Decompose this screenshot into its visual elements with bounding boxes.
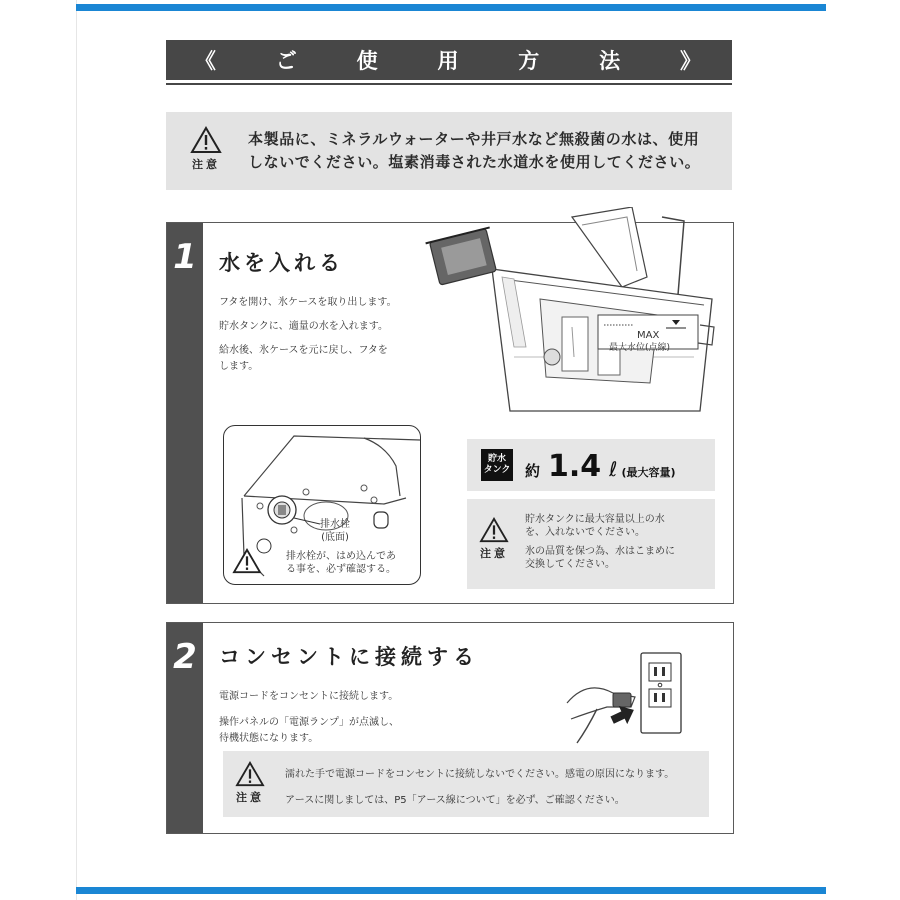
capacity-prefix: 約 xyxy=(525,462,541,480)
step-2-panel xyxy=(166,622,734,834)
tank-badge xyxy=(481,449,513,481)
caution-label: 注意 xyxy=(236,791,264,804)
page-left-rule xyxy=(76,0,77,900)
title-char: 法 xyxy=(599,49,623,73)
max-label: MAX xyxy=(637,330,660,341)
title-char: 用 xyxy=(437,49,461,73)
caution-line: る事を、必ず確認する。 xyxy=(286,564,396,575)
plug-outlet-illustration xyxy=(557,649,697,745)
step-title: 水を入れる xyxy=(219,251,344,275)
caution-line: 貯水タンクに最大容量以上の水 xyxy=(525,514,665,525)
step-number-bar xyxy=(167,623,203,833)
tank-badge-line: 貯水 xyxy=(487,454,506,464)
step-1-panel xyxy=(166,222,734,604)
drain-sub: (底面) xyxy=(321,532,349,543)
caution-line: 排水栓が、はめ込んであ xyxy=(286,551,396,562)
drain-caution xyxy=(286,550,396,576)
drain-plug-label xyxy=(320,518,350,544)
title-char: ご xyxy=(275,49,299,73)
instruction-line: フタを開け、氷ケースを取り出します。 xyxy=(219,297,397,308)
caution-line: を、入れないでください。 xyxy=(525,527,645,538)
capacity-caution xyxy=(467,499,715,589)
caution-label: 注意 xyxy=(480,547,508,560)
warning-triangle-icon xyxy=(479,517,509,543)
drain-plug-inset xyxy=(223,425,421,585)
notice-line: 本製品に、ミネラルウォーターや井戸水など無殺菌の水は、使用 xyxy=(248,130,700,148)
top-accent-bar xyxy=(76,4,826,11)
warning-block xyxy=(190,126,222,172)
caution-line: アースに関しましては、P5「アース線について」を必ず、ご確認ください。 xyxy=(285,795,625,806)
ice-maker-fill-illustration xyxy=(422,207,734,421)
warning-block xyxy=(479,517,509,561)
notice-text xyxy=(248,128,728,174)
instruction-line: 待機状態になります。 xyxy=(219,733,319,744)
warning-block xyxy=(235,761,265,805)
water-notice xyxy=(166,112,732,190)
capacity-unit: ℓ xyxy=(609,457,618,481)
connection-caution xyxy=(223,751,709,817)
capacity-value-group xyxy=(525,449,676,484)
instruction-line: 給水後、氷ケースを元に戻し、フタを xyxy=(219,345,388,356)
capacity-value: 1.4 xyxy=(548,449,602,484)
caution-line: 交換してください。 xyxy=(525,559,615,570)
capacity-note: (最大容量) xyxy=(621,466,676,479)
title-char: 《 xyxy=(194,49,218,73)
capacity-box xyxy=(467,439,715,491)
caution-line: 濡れた手で電源コードをコンセントに接続しないでください。感電の原因になります。 xyxy=(285,769,675,780)
warning-triangle-icon xyxy=(190,126,222,154)
instruction-line: 操作パネルの「電源ランプ」が点滅し、 xyxy=(219,717,399,728)
warning-triangle-icon xyxy=(232,548,262,574)
caution-line: 氷の品質を保つ為、水はこまめに xyxy=(525,546,675,557)
title-char: 》 xyxy=(679,49,703,73)
notice-line: しないでください。塩素消毒された水道水を使用してください。 xyxy=(248,153,701,171)
section-title xyxy=(166,40,732,80)
instruction-line: します。 xyxy=(219,361,259,372)
drain-label: 排水栓 xyxy=(320,519,350,530)
title-underline xyxy=(166,83,732,85)
step-title: コンセントに接続する xyxy=(219,645,479,669)
instruction-line: 貯水タンクに、適量の水を入れます。 xyxy=(219,321,388,332)
title-char: 方 xyxy=(518,49,542,73)
step-number: 2 xyxy=(173,637,197,677)
caution-label: 注意 xyxy=(192,158,220,171)
bottom-accent-bar xyxy=(76,887,826,894)
max-note: 最大水位(点線) xyxy=(609,343,671,353)
instruction-line: 電源コードをコンセントに接続します。 xyxy=(219,691,399,702)
warning-triangle-icon xyxy=(235,761,265,787)
step-number: 1 xyxy=(173,237,197,277)
step-number-bar xyxy=(167,223,203,603)
tank-badge-line: タンク xyxy=(483,465,511,475)
title-char: 使 xyxy=(356,49,380,73)
